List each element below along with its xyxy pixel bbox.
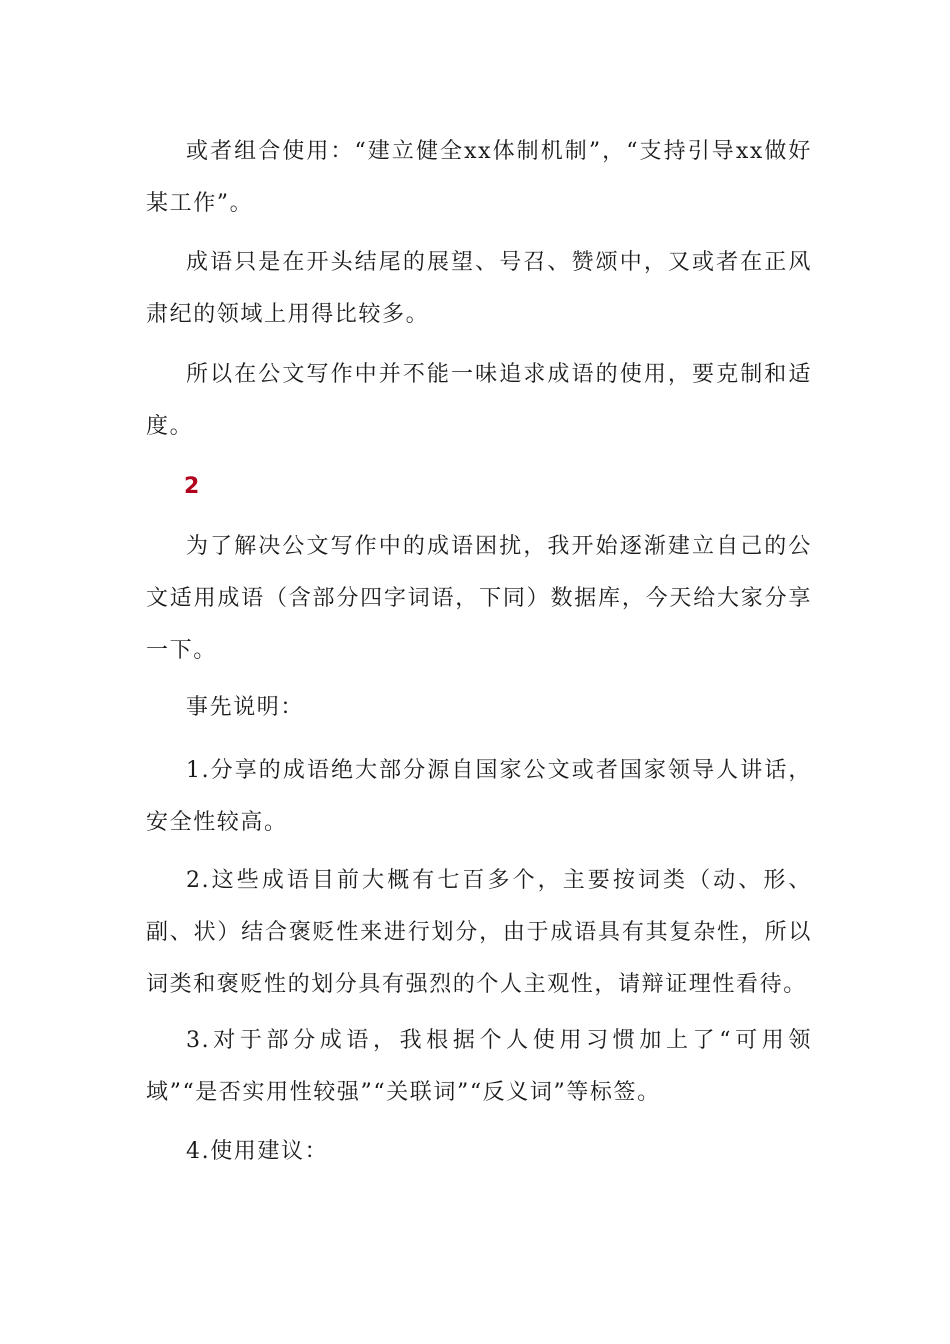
paragraph-notes-heading: 事先说明： bbox=[186, 695, 305, 720]
paragraph-note-1: 1.分享的成语绝大部分源自国家公文或者国家领导人讲话，安全性较高。 bbox=[146, 758, 812, 835]
paragraph-note-2: 2.这些成语目前大概有七百多个，主要按词类（动、形、副、状）结合褒贬性来进行划分，由于成语具有其复杂性，所以词类和褒贬性的划分具有强烈的个人主观性，请辩证理性看待。 bbox=[146, 868, 812, 997]
section-number: 2 bbox=[184, 474, 200, 499]
paragraph-combined-usage: 或者组合使用：“建立健全xx体制机制”，“支持引导xx做好某工作”。 bbox=[146, 139, 812, 216]
paragraph-note-3: 3.对于部分成语，我根据个人使用习惯加上了“可用领域”“是否实用性较强”“关联词”“反义词”等标签。 bbox=[146, 1028, 812, 1105]
paragraph-idiom-occasions: 成语只是在开头结尾的展望、号召、赞颂中，又或者在正风肃纪的领域上用得比较多。 bbox=[146, 250, 812, 327]
paragraph-note-4: 4.使用建议： bbox=[186, 1139, 329, 1164]
paragraph-database-intro: 为了解决公文写作中的成语困扰，我开始逐渐建立自己的公文适用成语（含部分四字词语，下同）数据库，今天给大家分享一下。 bbox=[146, 534, 812, 663]
paragraph-restraint: 所以在公文写作中并不能一味追求成语的使用，要克制和适度。 bbox=[146, 362, 812, 439]
